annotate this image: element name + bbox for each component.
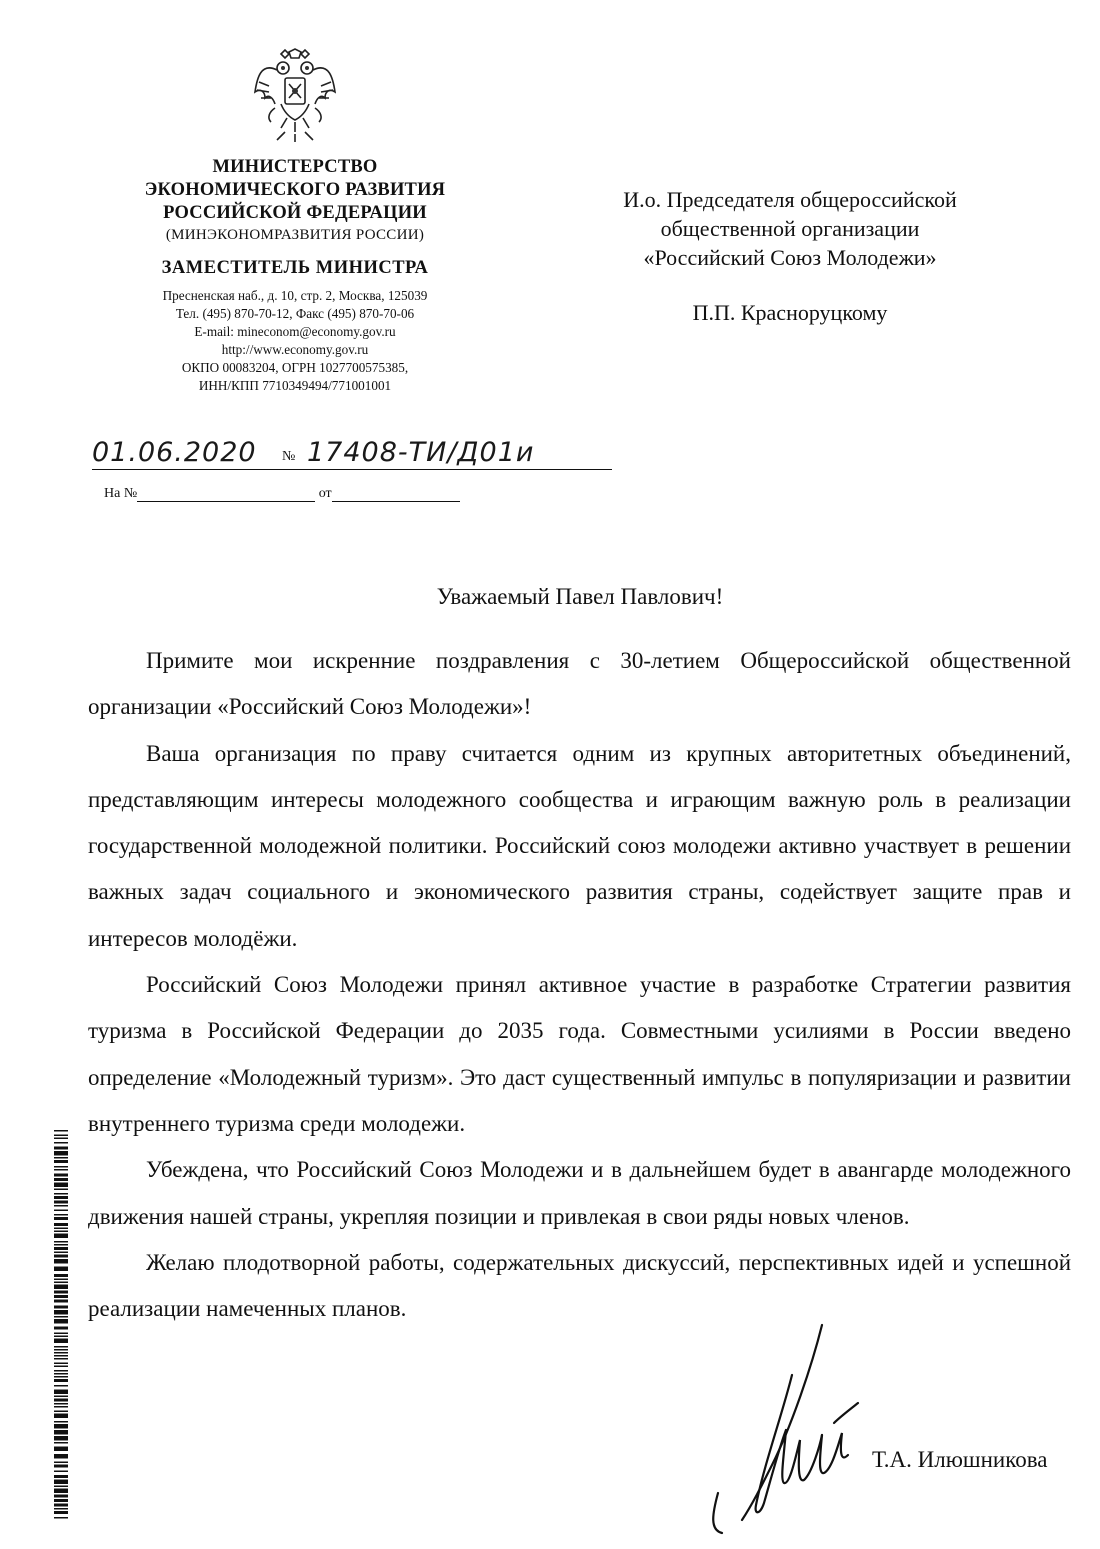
barcode-stripe: [54, 1319, 68, 1324]
addressee-line1: И.о. Председателя общероссийской: [623, 187, 957, 212]
barcode-stripe: [54, 1436, 68, 1441]
barcode-stripe: [54, 1169, 68, 1171]
postal-address: Пресненская наб., д. 10, стр. 2, Москва, 125039: [162, 288, 428, 303]
barcode-stripe: [54, 1379, 68, 1382]
barcode-stripe: [54, 1414, 68, 1419]
barcode-stripe: [54, 1352, 68, 1354]
barcode-stripe: [54, 1411, 68, 1413]
barcode-stripe: [54, 1370, 68, 1372]
website: http://www.economy.gov.ru: [221, 342, 369, 357]
barcode-stripe: [54, 1130, 68, 1132]
barcode-stripe: [54, 1517, 68, 1519]
registration-codes-1: ОКПО 00083204, ОГРН 1027700575385,: [181, 360, 409, 375]
barcode-stripe: [54, 1486, 68, 1488]
registration-underline: [92, 469, 612, 470]
barcode-stripe: [54, 1234, 68, 1239]
barcode-stripe: [54, 1252, 68, 1254]
barcode-stripe: [54, 1471, 68, 1473]
barcode-stripe: [54, 1183, 68, 1188]
handwritten-signature: [672, 1305, 872, 1535]
barcode-stripe: [54, 1228, 68, 1230]
contact-block: [100, 287, 490, 395]
barcode-stripe: [54, 1151, 68, 1156]
paragraph: Убеждена, что Российский Союз Молодежи и в дальнейшем будет в авангарде молодежного движения нашей страны, укрепляя позиции и привлекая в свои ряды новых членов.: [88, 1157, 1071, 1229]
barcode-stripe: [54, 1244, 68, 1246]
barcode-stripe: [54, 1475, 68, 1478]
barcode-stripe: [54, 1310, 68, 1315]
letterhead: [100, 40, 490, 395]
ministry-name-line3: РОССИЙСКОЙ ФЕДЕРАЦИИ: [163, 203, 427, 223]
barcode-stripe: [54, 1421, 68, 1423]
barcode-stripe: [54, 1489, 68, 1494]
barcode-stripe: [54, 1462, 68, 1464]
paragraph: Ваша организация по праву считается одним из крупных авторитетных объединений, представляющим интересы молодежного сообщества и играющим важную роль в реализации государственной молодежной политики. Российский союз молодежи активно участвует в решении важных задач социального и экономического развития страны, содействует защите прав и интересов молодёжи.: [88, 740, 1071, 951]
barcode-stripe: [54, 1205, 68, 1207]
barcode-stripe: [54, 1201, 68, 1204]
barcode-stripe: [54, 1193, 68, 1195]
coat-of-arms-icon: [251, 48, 339, 144]
barcode-stripe: [54, 1385, 68, 1387]
barcode-stripe: [54, 1403, 68, 1405]
barcode-stripe: [54, 1442, 68, 1444]
barcode-stripe: [54, 1358, 68, 1360]
barcode-stripe: [54, 1447, 68, 1452]
barcode-stripe: [54, 1282, 68, 1284]
reference-prefix: На №: [104, 486, 138, 501]
barcode-stripe: [54, 1166, 68, 1168]
barcode-stripe: [54, 1499, 68, 1502]
registration-number: 17408-ТИ/Д01и: [307, 437, 535, 468]
barcode-stripe: [54, 1373, 68, 1375]
barcode-stripe: [54, 1241, 68, 1243]
ministry-short-name: (МИНЭКОНОМРАЗВИТИЯ РОССИИ): [165, 227, 425, 243]
barcode-stripe: [54, 1295, 68, 1298]
barcode-stripe: [54, 1223, 68, 1226]
signer-name: Т.А. Илюшникова: [872, 1447, 1048, 1472]
barcode-stripe: [54, 1336, 68, 1338]
paragraph: Желаю плодотворной работы, содержательных дискуссий, перспективных идей и успешной реализации намеченных планов.: [88, 1249, 1071, 1322]
barcode-stripe: [54, 1316, 68, 1318]
registration-codes-2: ИНН/КПП 7710349494/771001001: [198, 378, 392, 393]
reference-number-blank: [137, 487, 315, 502]
barcode-stripe: [54, 1142, 68, 1144]
barcode-stripe: [54, 1147, 68, 1150]
barcode-stripe: [54, 1210, 68, 1212]
barcode-stripe: [54, 1255, 68, 1258]
phone-fax: Тел. (495) 870-70-12, Факс (495) 870-70-06: [175, 306, 415, 321]
barcode-stripe: [54, 1306, 68, 1309]
barcode-stripe: [54, 1300, 68, 1303]
barcode-stripe: [54, 1196, 68, 1199]
barcode-stripe: [54, 1174, 68, 1177]
registration-date: 01.06.2020: [92, 437, 257, 468]
addressee-block: [580, 185, 1000, 327]
outgoing-registration: [92, 437, 612, 473]
barcode-stripe: [54, 1189, 68, 1191]
ministry-name-line2: ЭКОНОМИЧЕСКОГО РАЗВИТИЯ: [144, 180, 446, 200]
barcode-stripe: [54, 1495, 68, 1498]
barcode-stripe: [54, 1376, 68, 1378]
barcode-stripe: [54, 1333, 68, 1335]
barcode-stripe: [54, 1327, 68, 1330]
addressee-name: П.П. Красноруцкому: [692, 300, 888, 325]
barcode-stripe: [54, 1399, 68, 1402]
barcode-stripe: [54, 1390, 68, 1395]
barcode-stripe: [54, 1138, 68, 1140]
barcode-stripe: [54, 1160, 68, 1163]
barcode-stripe: [54, 1279, 68, 1281]
letter-body: [88, 638, 1071, 1332]
barcode-stripe: [54, 1454, 68, 1459]
barcode-stripe: [54, 1247, 68, 1250]
barcode-stripe: [54, 1346, 68, 1348]
barcode-stripe: [54, 1285, 68, 1290]
addressee-line3: «Российский Союз Молодежи»: [643, 245, 937, 270]
paragraph: Примите мои искренние поздравления с 30-летием Общероссийской общественной организации «Российский Союз Молодежи»!: [88, 648, 1071, 720]
barcode-stripe: [54, 1291, 68, 1294]
barcode-stripe: [54, 1214, 68, 1216]
barcode-stripe: [54, 1363, 68, 1365]
reference-from-label: от: [318, 486, 332, 501]
barcode-stripe: [54, 1504, 68, 1507]
barcode-stripe: [54, 1366, 68, 1368]
barcode-stripe: [54, 1355, 68, 1357]
number-label: №: [282, 449, 296, 464]
reference-line: [104, 486, 460, 502]
barcode-stripe: [54, 1231, 68, 1233]
barcode-stripe: [54, 1157, 68, 1159]
barcode-stripe: [54, 1217, 68, 1220]
barcode-stripe: [54, 1406, 68, 1408]
barcode-stripe: [54, 1259, 68, 1264]
sender-position: ЗАМЕСТИТЕЛЬ МИНИСТРА: [161, 258, 429, 278]
email: E-mail: mineconom@economy.gov.ru: [194, 324, 396, 339]
barcode-stripe: [54, 1135, 68, 1137]
barcode-stripe: [54, 1430, 68, 1435]
barcode-stripe: [54, 1508, 68, 1510]
barcode-stripe: [54, 1339, 68, 1344]
addressee-line2: общественной организации: [660, 216, 920, 241]
salutation: Уважаемый Павел Павлович!: [436, 584, 724, 609]
barcode-stripe: [54, 1424, 68, 1429]
barcode-stripe: [54, 1480, 68, 1485]
barcode-stripe: [54, 1511, 68, 1514]
barcode: [54, 1130, 68, 1520]
reference-date-blank: [332, 487, 460, 502]
barcode-stripe: [54, 1267, 68, 1272]
paragraph: Российский Союз Молодежи принял активное участие в разработке Стратегии развития туризма в Российской Федерации до 2035 года. Совместными усилиями в России введено определение «Молодежный туризм». Это даст существенный импульс в популяризации и развитии внутреннего туризма среди молодежи.: [88, 972, 1071, 1136]
barcode-stripe: [54, 1349, 68, 1351]
ministry-name-line1: МИНИСТЕРСТВО: [212, 157, 378, 177]
barcode-stripe: [54, 1465, 68, 1468]
barcode-stripe: [54, 1274, 68, 1277]
barcode-stripe: [54, 1178, 68, 1181]
barcode-stripe: [54, 1396, 68, 1398]
